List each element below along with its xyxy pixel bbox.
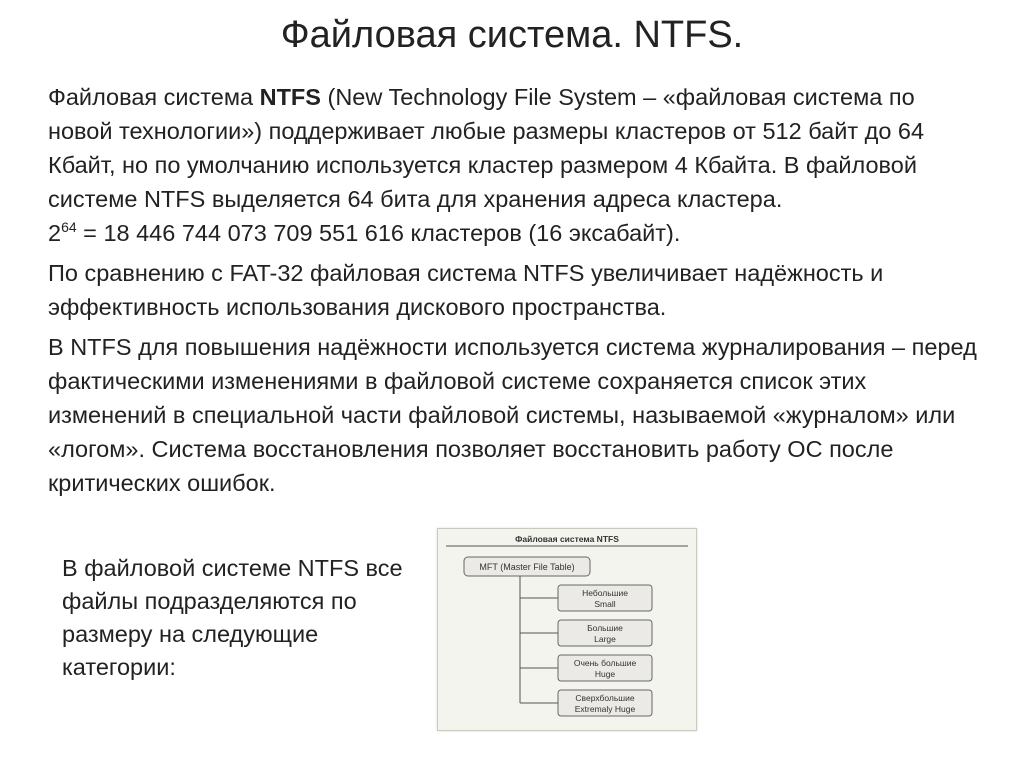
p1-bold-ntfs: NTFS <box>259 84 321 110</box>
category-huge-en: Huge <box>594 669 616 679</box>
mft-root-label: MFT (Master File Table) <box>479 562 575 572</box>
category-extremaly-huge-ru: Сверхбольшие <box>575 693 635 703</box>
diagram-title: Файловая система NTFS <box>515 534 619 544</box>
category-small-ru: Небольшие <box>582 588 628 598</box>
paragraph-fat32-comparison: По сравнению с FAT-32 файловая система NTFS увеличивает надёжность и эффективность использования дискового пространства. <box>48 260 884 320</box>
formula-rest: = 18 446 744 073 709 551 616 кластеров (16 эксабайт). <box>76 220 681 246</box>
category-large-ru: Большие <box>587 623 623 633</box>
p1-text-1: Файловая система <box>48 84 260 110</box>
formula-base: 2 <box>48 220 62 246</box>
category-large-en: Large <box>594 634 616 644</box>
paragraph-journaling: В NTFS для повышения надёжности используется система журналирования – перед фактическими изменениями в файловой системе сохраняется список этих изменений в специальной части файловой системы, называемой «журналом» или «логом». Система восстановления позволяет восстановить работу ОС после критических ошибок. <box>48 334 977 496</box>
formula-exponent: 64 <box>61 219 77 236</box>
paragraph-ntfs-intro <box>48 80 983 250</box>
slide-title: Файловая система. NTFS. <box>280 14 744 56</box>
ntfs-diagram-svg <box>438 529 696 730</box>
category-small-en: Small <box>594 599 616 609</box>
body-text <box>48 80 983 506</box>
p1-text-2: (New Technology File System – «файловая система по новой технологии») поддерживает любые размеры кластеров от 512 байт до 64 Кбайт, но по умолчанию используется кластер размером 4 Кбайта. В файловой системе NTFS выделяется 64 бита для хранения адреса кластера. <box>48 84 925 212</box>
category-extremaly-huge-en: Extremaly Huge <box>574 704 636 714</box>
category-huge-ru: Очень большие <box>573 658 637 668</box>
ntfs-diagram <box>437 528 697 731</box>
file-categories-caption: В файловой системе NTFS все файлы подразделяются по размеру на следующие категории: <box>62 555 403 680</box>
